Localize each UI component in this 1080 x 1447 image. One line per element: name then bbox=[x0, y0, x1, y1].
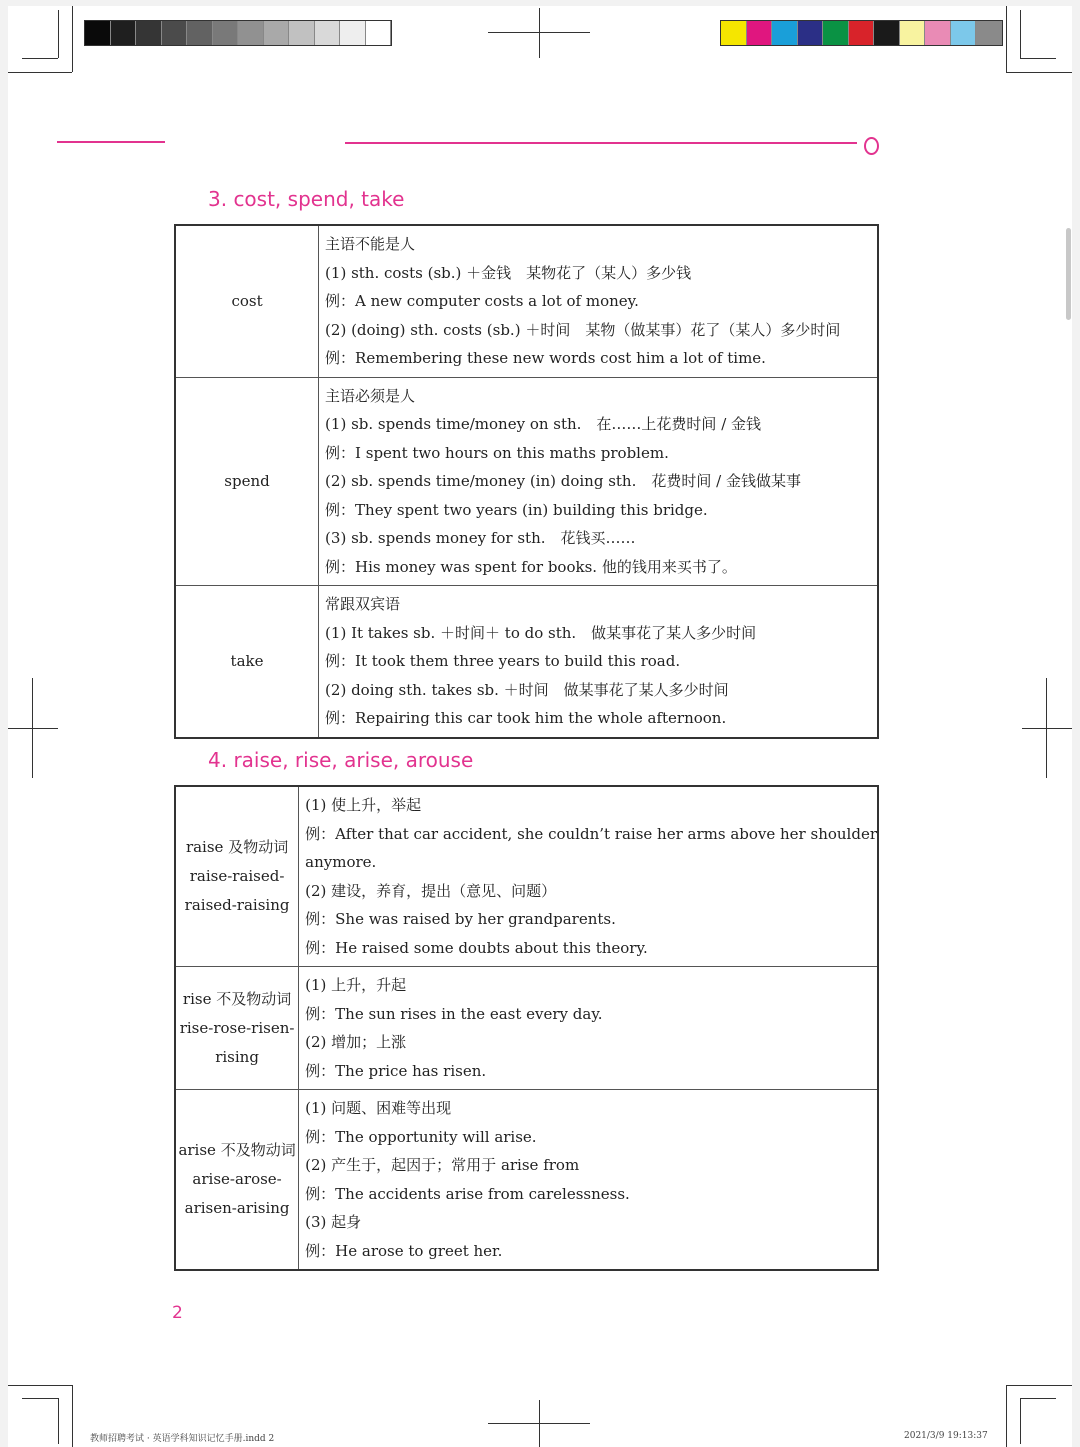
color-swatch bbox=[849, 21, 875, 45]
usage-line: (2) (doing) sth. costs (sb.) ＋时间 某物（做某事）花了（某人）多少时间 bbox=[325, 320, 841, 339]
gray-swatch bbox=[264, 21, 290, 45]
term-cell bbox=[175, 786, 299, 967]
usage-line: (2) 建设，养育，提出（意见、问题） bbox=[305, 881, 557, 900]
usage-line: (3) 起身 bbox=[305, 1213, 362, 1231]
usage-line: 常跟双宾语 bbox=[325, 595, 401, 613]
usage-line: 例：She was raised by her grandparents. bbox=[305, 910, 616, 928]
color-swatch bbox=[798, 21, 824, 45]
usage-line: 例：He raised some doubts about this theory. bbox=[305, 938, 648, 957]
usage-line: (3) sb. spends money for sth. 花钱买…… bbox=[325, 529, 636, 547]
usage-line: 例：It took them three years to build this road. bbox=[325, 652, 681, 670]
usage-line: (2) 产生于，起因于；常用于 arise from bbox=[305, 1156, 580, 1174]
section-4-title: 4. raise, rise, arise, arouse bbox=[208, 748, 474, 772]
gray-swatch bbox=[315, 21, 341, 45]
table-row bbox=[175, 786, 878, 967]
term-label: raise-raised-raised-raising bbox=[184, 867, 290, 914]
color-swatch bbox=[874, 21, 900, 45]
usage-cell bbox=[319, 586, 878, 738]
footer-filename: 教师招聘考试 · 英语学科知识记忆手册.indd 2 bbox=[90, 1434, 275, 1444]
usage-line: (1) 上升，升起 bbox=[305, 976, 407, 994]
gray-swatch bbox=[187, 21, 213, 45]
table-row bbox=[175, 967, 878, 1090]
term-label: raise 及物动词 bbox=[185, 838, 289, 856]
table-row bbox=[175, 1090, 878, 1271]
scrollbar[interactable] bbox=[1066, 228, 1071, 320]
cost-spend-take-table bbox=[174, 224, 879, 739]
usage-line: 例：The price has risen. bbox=[305, 1061, 487, 1080]
usage-cell bbox=[299, 786, 878, 967]
usage-line: 例：A new computer costs a lot of money. bbox=[325, 292, 639, 310]
usage-line: (1) sb. spends time/money on sth. 在……上花费时间 / 金钱 bbox=[325, 415, 762, 433]
usage-line: 例：The opportunity will arise. bbox=[305, 1127, 537, 1146]
color-swatch bbox=[747, 21, 773, 45]
page-number: 2 bbox=[172, 1303, 183, 1323]
usage-line: 例：Remembering these new words cost him a lot of time. bbox=[325, 349, 766, 367]
usage-cell bbox=[319, 225, 878, 377]
term-cell bbox=[175, 967, 299, 1090]
usage-line: (2) sb. spends time/money (in) doing sth. 花费时间 / 金钱做某事 bbox=[325, 472, 801, 490]
term-label: spend bbox=[224, 471, 270, 490]
usage-line: (1) It takes sb. ＋时间＋ to do sth. 做某事花了某人多少时间 bbox=[325, 623, 757, 642]
usage-line: (1) 使上升，举起 bbox=[305, 796, 422, 814]
usage-line: 例：He arose to greet her. bbox=[305, 1241, 503, 1260]
usage-line: 主语不能是人 bbox=[325, 235, 416, 253]
term-cell bbox=[175, 225, 319, 377]
raise-rise-arise-table bbox=[174, 785, 879, 1271]
term-label: arise-arose-arisen-arising bbox=[184, 1170, 290, 1217]
footer-timestamp: 2021/3/9 19:13:37 bbox=[904, 1431, 988, 1441]
usage-line: anymore. bbox=[305, 853, 377, 871]
gray-swatch bbox=[85, 21, 111, 45]
grayscale-calibration-bar bbox=[84, 20, 392, 46]
term-label: rise 不及物动词 bbox=[182, 989, 292, 1008]
color-swatch bbox=[721, 21, 747, 45]
term-label: cost bbox=[231, 291, 263, 310]
usage-cell bbox=[299, 1090, 878, 1271]
color-calibration-bar bbox=[720, 20, 1003, 46]
usage-line: 例：After that car accident, she couldn’t raise her arms above her shoulder bbox=[305, 824, 877, 843]
usage-line: 例：They spent two years (in) building this bridge. bbox=[325, 500, 708, 519]
gray-swatch bbox=[136, 21, 162, 45]
usage-line: (2) doing sth. takes sb. ＋时间 做某事花了某人多少时间 bbox=[325, 680, 729, 699]
usage-cell bbox=[319, 377, 878, 586]
color-swatch bbox=[925, 21, 951, 45]
table-row bbox=[175, 586, 878, 738]
usage-line: 例：I spent two hours on this maths problem. bbox=[325, 443, 669, 462]
term-cell bbox=[175, 586, 319, 738]
gray-swatch bbox=[340, 21, 366, 45]
usage-line: (2) 增加；上涨 bbox=[305, 1033, 407, 1051]
usage-line: 例：Repairing this car took him the whole afternoon. bbox=[325, 709, 727, 727]
header-rule-left bbox=[57, 141, 165, 143]
term-cell bbox=[175, 1090, 299, 1271]
usage-cell bbox=[299, 967, 878, 1090]
term-label: take bbox=[230, 651, 264, 670]
term-cell bbox=[175, 377, 319, 586]
color-swatch bbox=[900, 21, 926, 45]
table-row bbox=[175, 225, 878, 377]
circle-ornament-icon bbox=[864, 137, 879, 155]
gray-swatch bbox=[289, 21, 315, 45]
color-swatch bbox=[823, 21, 849, 45]
gray-swatch bbox=[366, 21, 392, 45]
color-swatch bbox=[772, 21, 798, 45]
color-swatch bbox=[951, 21, 977, 45]
term-label: rise-rose-risen-rising bbox=[179, 1018, 295, 1066]
gray-swatch bbox=[111, 21, 137, 45]
color-swatch bbox=[976, 21, 1002, 45]
section-3-title: 3. cost, spend, take bbox=[208, 187, 405, 211]
gray-swatch bbox=[162, 21, 188, 45]
usage-line: (1) sth. costs (sb.) ＋金钱 某物花了（某人）多少钱 bbox=[325, 263, 692, 282]
usage-line: 例：The accidents arise from carelessness. bbox=[305, 1184, 630, 1203]
header-rule-right bbox=[345, 142, 857, 144]
table-row bbox=[175, 377, 878, 586]
gray-swatch bbox=[238, 21, 264, 45]
usage-line: 例：His money was spent for books. 他的钱用来买书了。 bbox=[325, 557, 737, 576]
usage-line: 主语必须是人 bbox=[325, 386, 416, 405]
usage-line: (1) 问题、困难等出现 bbox=[305, 1099, 452, 1117]
term-label: arise 不及物动词 bbox=[178, 1141, 296, 1159]
gray-swatch bbox=[213, 21, 239, 45]
usage-line: 例：The sun rises in the east every day. bbox=[305, 1004, 603, 1023]
